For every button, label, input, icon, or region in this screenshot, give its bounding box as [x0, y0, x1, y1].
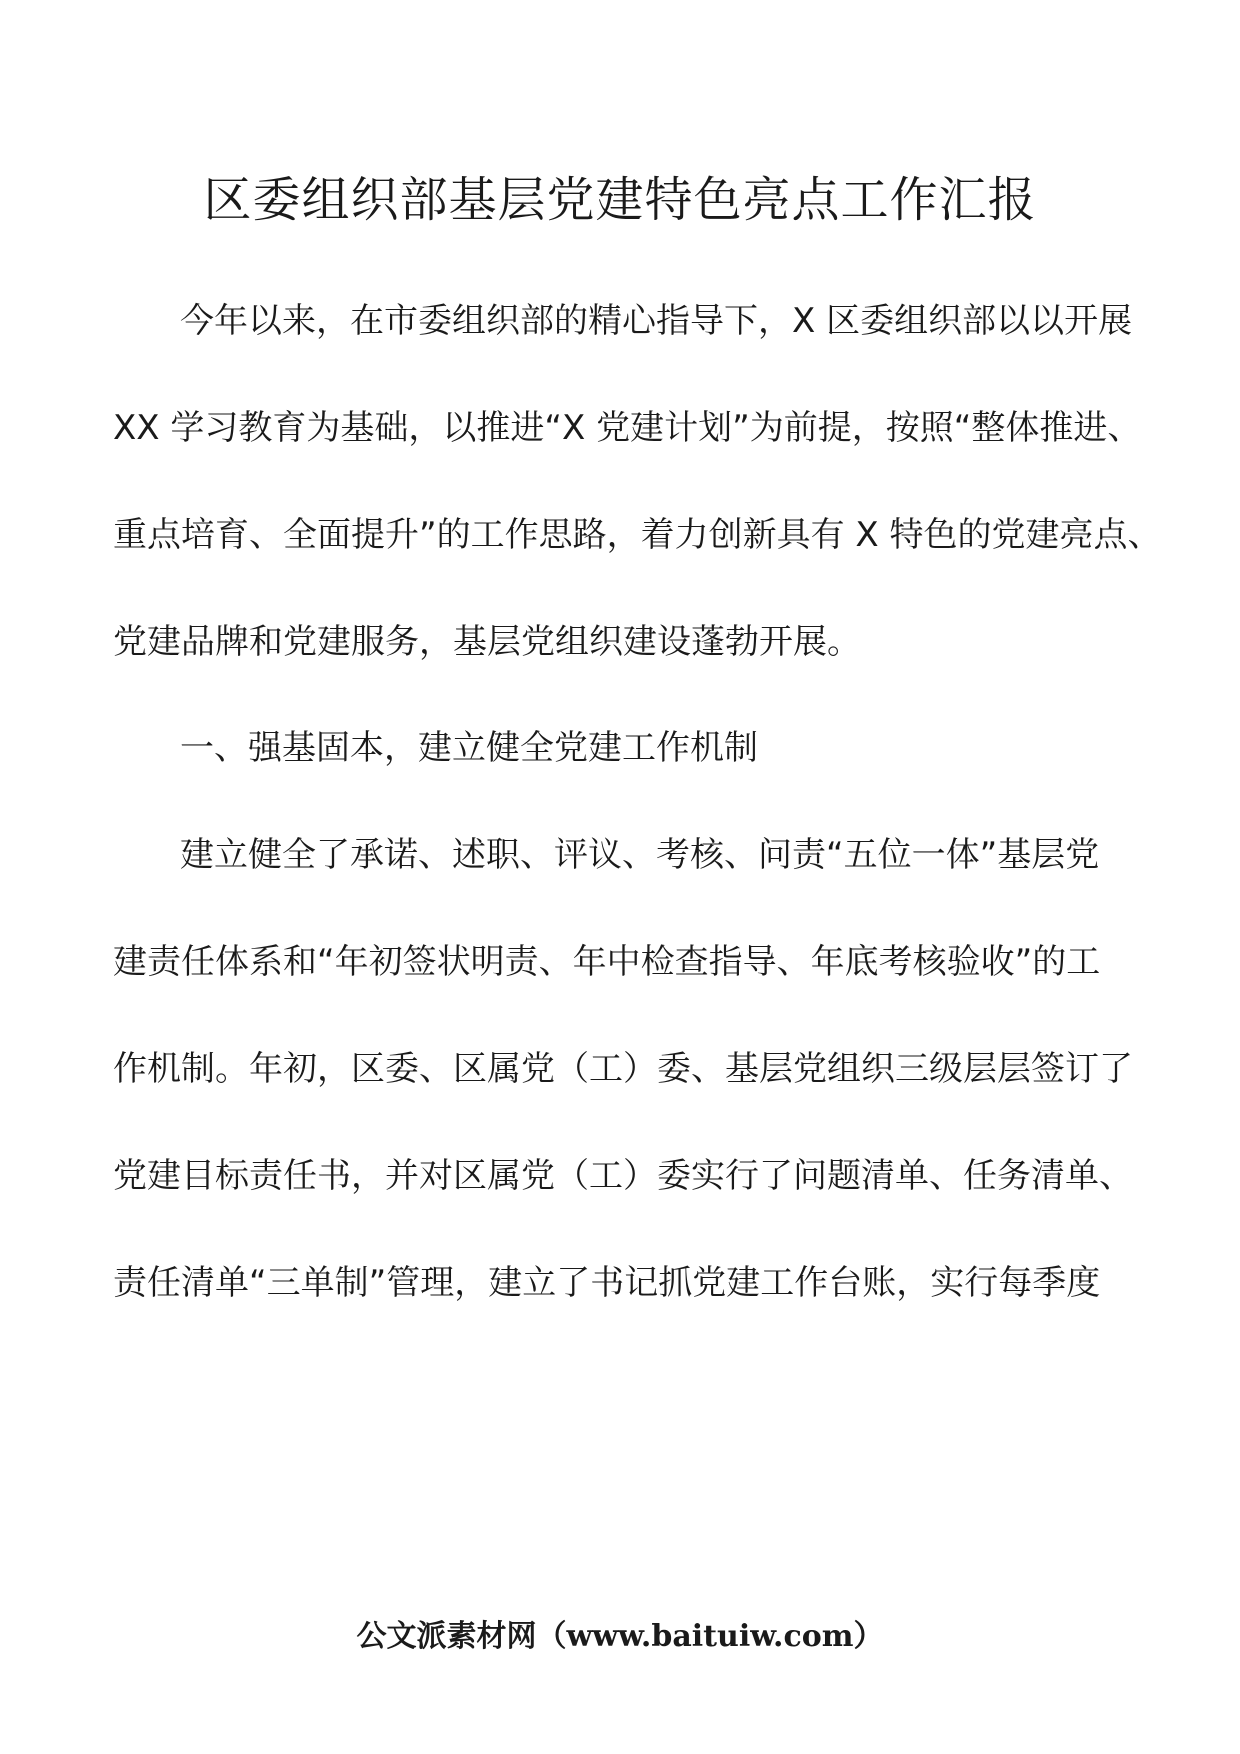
document-title: 区委组织部基层党建特色亮点工作汇报 — [203, 172, 1037, 228]
paragraph-1-line-4: 党建品牌和党建服务，基层党组织建设蓬勃开展。 — [113, 622, 861, 662]
paragraph-2-line-2: 建责任体系和“年初签状明责、年中检查指导、年底考核验收”的工 — [113, 942, 1101, 982]
paragraph-1-line-1: 今年以来，在市委组织部的精心指导下，X 区委组织部以以开展 — [180, 301, 1133, 341]
paragraph-2-line-3: 作机制。年初，区委、区属党（工）委、基层党组织三级层层签订了 — [113, 1049, 1133, 1089]
section-heading-1: 一、强基固本，建立健全党建工作机制 — [180, 728, 758, 768]
paragraph-1-line-2: XX 学习教育为基础，以推进“X 党建计划”为前提，按照“整体推进、 — [113, 408, 1142, 448]
paragraph-2-line-4: 党建目标责任书，并对区属党（工）委实行了问题清单、任务清单、 — [113, 1156, 1133, 1196]
paragraph-2-line-5: 责任清单“三单制”管理，建立了书记抓党建工作台账，实行每季度 — [113, 1263, 1101, 1303]
paragraph-2-line-1: 建立健全了承诺、述职、评议、考核、问责“五位一体”基层党 — [180, 835, 1100, 875]
paragraph-1-line-3: 重点培育、全面提升”的工作思路，着力创新具有 X 特色的党建亮点、 — [113, 515, 1162, 555]
footer-watermark: 公文派素材网（www.baituiw.com） — [356, 1619, 884, 1654]
